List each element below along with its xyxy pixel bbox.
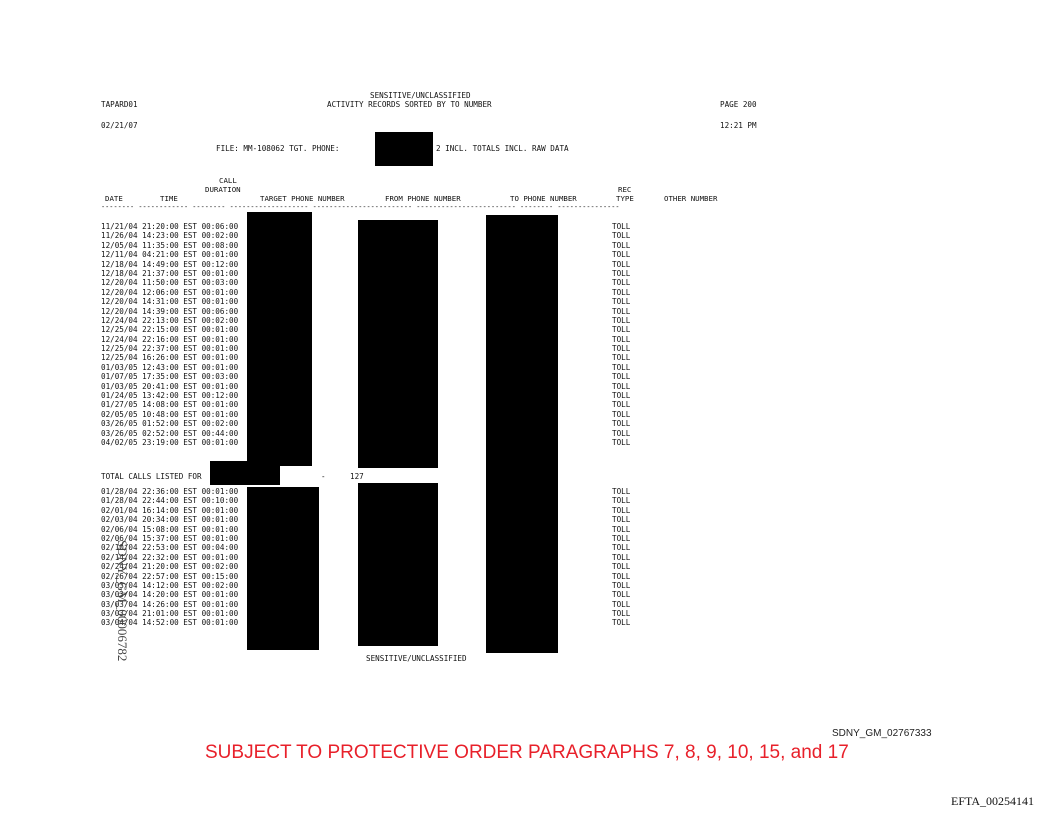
record-row: 12/20/04 11:50:00 EST 00:03:00 — [101, 278, 239, 288]
record-row: 02/26/04 22:57:00 EST 00:15:00 — [101, 571, 239, 581]
record-row: 11/21/04 21:20:00 EST 00:06:00 — [101, 222, 239, 231]
record-rec-type: TOLL — [612, 580, 631, 590]
record-rec-type: TOLL — [612, 590, 631, 600]
col-from-phone: FROM PHONE NUMBER — [385, 194, 461, 203]
record-rec-type: TOLL — [612, 599, 631, 609]
record-rec-type: TOLL — [612, 609, 631, 619]
record-row: 11/26/04 14:23:00 EST 00:02:00 — [101, 231, 239, 241]
record-row: 03/03/04 14:20:00 EST 00:01:00 — [101, 590, 239, 600]
col-target-phone: TARGET PHONE NUMBER — [260, 194, 345, 203]
record-row: 12/25/04 16:26:00 EST 00:01:00 — [101, 353, 239, 363]
bates-number: SDNY_GM_02767333 — [832, 728, 932, 739]
column-separator: -------- ------------ -------- ------------------- ------------------------ ------------------------ -------- --------------- — [101, 203, 620, 211]
record-rec-type: TOLL — [612, 344, 631, 354]
record-row: 03/26/05 02:52:00 EST 00:44:00 — [101, 428, 239, 438]
page-number: PAGE 200 — [720, 100, 757, 109]
record-row: 12/25/04 22:37:00 EST 00:01:00 — [101, 344, 239, 354]
col-other-number: OTHER NUMBER — [664, 194, 718, 203]
record-row: 03/03/04 14:26:00 EST 00:01:00 — [101, 599, 239, 609]
record-row: 12/20/04 14:31:00 EST 00:01:00 — [101, 297, 239, 307]
record-rec-type: TOLL — [612, 618, 631, 628]
totals-label: TOTAL CALLS LISTED FOR — [101, 472, 202, 481]
record-rec-type: TOLL — [612, 419, 631, 429]
record-rec-type: TOLL — [612, 552, 631, 562]
totals-count: 127 — [350, 472, 364, 481]
record-row: 12/20/04 14:39:00 EST 00:06:00 — [101, 306, 239, 316]
record-row: 01/24/05 13:42:00 EST 00:12:00 — [101, 391, 239, 401]
record-rec-type: TOLL — [612, 487, 631, 496]
record-rec-type: TOLL — [612, 571, 631, 581]
record-rec-type: TOLL — [612, 428, 631, 438]
record-row: 01/07/05 17:35:00 EST 00:03:00 — [101, 372, 239, 382]
record-rec-type: TOLL — [612, 334, 631, 344]
record-row: 12/18/04 21:37:00 EST 00:01:00 — [101, 268, 239, 278]
record-rec-type: TOLL — [612, 268, 631, 278]
record-rec-type: TOLL — [612, 287, 631, 297]
record-row: 12/25/04 22:15:00 EST 00:01:00 — [101, 325, 239, 335]
record-row: 02/01/04 16:14:00 EST 00:01:00 — [101, 505, 239, 515]
record-rec-type: TOLL — [612, 315, 631, 325]
record-row: 02/10/04 22:53:00 EST 00:04:00 — [101, 543, 239, 553]
record-row: 12/05/04 11:35:00 EST 00:08:00 — [101, 240, 239, 250]
report-date: 02/21/07 — [101, 121, 138, 130]
record-rec-type: TOLL — [612, 278, 631, 288]
record-rec-type: TOLL — [612, 524, 631, 534]
record-row: 03/26/05 01:52:00 EST 00:02:00 — [101, 419, 239, 429]
record-row: 02/03/04 20:34:00 EST 00:01:00 — [101, 515, 239, 525]
record-row: 12/11/04 04:21:00 EST 00:01:00 — [101, 250, 239, 260]
redaction-target-col-2 — [247, 487, 319, 650]
efta-number: EFTA_00254141 — [951, 794, 1035, 808]
record-rec-type: TOLL — [612, 259, 631, 269]
redaction-from-col-2 — [358, 483, 438, 646]
col-type-label: TYPE — [616, 194, 634, 203]
record-rec-type: TOLL — [612, 372, 631, 382]
report-title: ACTIVITY RECORDS SORTED BY TO NUMBER — [327, 100, 492, 109]
record-row: 02/24/04 21:20:00 EST 00:02:00 — [101, 562, 239, 572]
file-line-suffix: 2 INCL. TOTALS INCL. RAW DATA — [436, 144, 569, 153]
redaction-to-col — [486, 215, 558, 653]
record-rec-type: TOLL — [612, 533, 631, 543]
record-row: 01/03/05 20:41:00 EST 00:01:00 — [101, 381, 239, 391]
col-time: TIME — [160, 194, 178, 203]
file-line-prefix: FILE: MM-108062 TGT. PHONE: — [216, 144, 340, 153]
record-rec-type: TOLL — [612, 496, 631, 506]
col-rec-label: REC — [618, 185, 632, 194]
record-row: 03/03/04 14:12:00 EST 00:02:00 — [101, 580, 239, 590]
record-rec-type: TOLL — [612, 381, 631, 391]
col-duration-label: DURATION — [205, 185, 241, 194]
record-row: 03/04/04 14:52:00 EST 00:01:00 — [101, 618, 239, 628]
record-row: 03/03/04 21:01:00 EST 00:01:00 — [101, 609, 239, 619]
record-row: 01/28/04 22:36:00 EST 00:01:00 — [101, 487, 239, 496]
report-id: TAPARD01 — [101, 100, 138, 109]
record-rec-type: TOLL — [612, 306, 631, 316]
classification-top: SENSITIVE/UNCLASSIFIED — [370, 91, 471, 100]
record-rec-type: TOLL — [612, 562, 631, 572]
record-rec-type: TOLL — [612, 437, 631, 447]
record-rec-type: TOLL — [612, 505, 631, 515]
report-time: 12:21 PM — [720, 121, 757, 130]
redaction-target-phone — [375, 132, 433, 166]
record-rec-type: TOLL — [612, 543, 631, 553]
record-row: 02/14/04 22:32:00 EST 00:01:00 — [101, 552, 239, 562]
record-row: 04/02/05 23:19:00 EST 00:01:00 — [101, 437, 239, 447]
record-row: 12/24/04 22:16:00 EST 00:01:00 — [101, 334, 239, 344]
redaction-target-col-1 — [247, 212, 312, 466]
record-rec-type: TOLL — [612, 362, 631, 372]
side-bates-stamp: SDNY_GM_00006782 — [115, 540, 130, 662]
rec-type-block-2 — [612, 487, 630, 628]
record-rec-type: TOLL — [612, 231, 631, 241]
classification-bottom: SENSITIVE/UNCLASSIFIED — [366, 654, 467, 663]
redaction-from-col-1 — [358, 220, 438, 468]
record-rec-type: TOLL — [612, 400, 631, 410]
record-rec-type: TOLL — [612, 222, 631, 231]
record-row: 01/03/05 12:43:00 EST 00:01:00 — [101, 362, 239, 372]
rec-type-block-1 — [612, 222, 630, 447]
record-row: 02/05/05 10:48:00 EST 00:01:00 — [101, 409, 239, 419]
protective-order-notice: SUBJECT TO PROTECTIVE ORDER PARAGRAPHS 7, 8, 9, 10, 15, and 17 — [205, 742, 849, 763]
record-rec-type: TOLL — [612, 353, 631, 363]
record-rec-type: TOLL — [612, 250, 631, 260]
record-rec-type: TOLL — [612, 240, 631, 250]
totals-dash: - — [321, 472, 326, 481]
record-row: 01/27/05 14:08:00 EST 00:01:00 — [101, 400, 239, 410]
record-row: 01/28/04 22:44:00 EST 00:10:00 — [101, 496, 239, 506]
record-rec-type: TOLL — [612, 297, 631, 307]
col-date: DATE — [105, 194, 123, 203]
record-row: 12/20/04 12:06:00 EST 00:01:00 — [101, 287, 239, 297]
redaction-totals-number — [210, 461, 280, 485]
record-rec-type: TOLL — [612, 391, 631, 401]
record-row: 02/06/04 15:08:00 EST 00:01:00 — [101, 524, 239, 534]
record-row: 12/18/04 14:49:00 EST 00:12:00 — [101, 259, 239, 269]
records-block-1 — [101, 222, 238, 447]
col-call-label: CALL — [219, 176, 237, 185]
record-rec-type: TOLL — [612, 325, 631, 335]
record-rec-type: TOLL — [612, 515, 631, 525]
col-to-phone: TO PHONE NUMBER — [510, 194, 577, 203]
record-row: 02/06/04 15:37:00 EST 00:01:00 — [101, 533, 239, 543]
record-rec-type: TOLL — [612, 409, 631, 419]
record-row: 12/24/04 22:13:00 EST 00:02:00 — [101, 315, 239, 325]
